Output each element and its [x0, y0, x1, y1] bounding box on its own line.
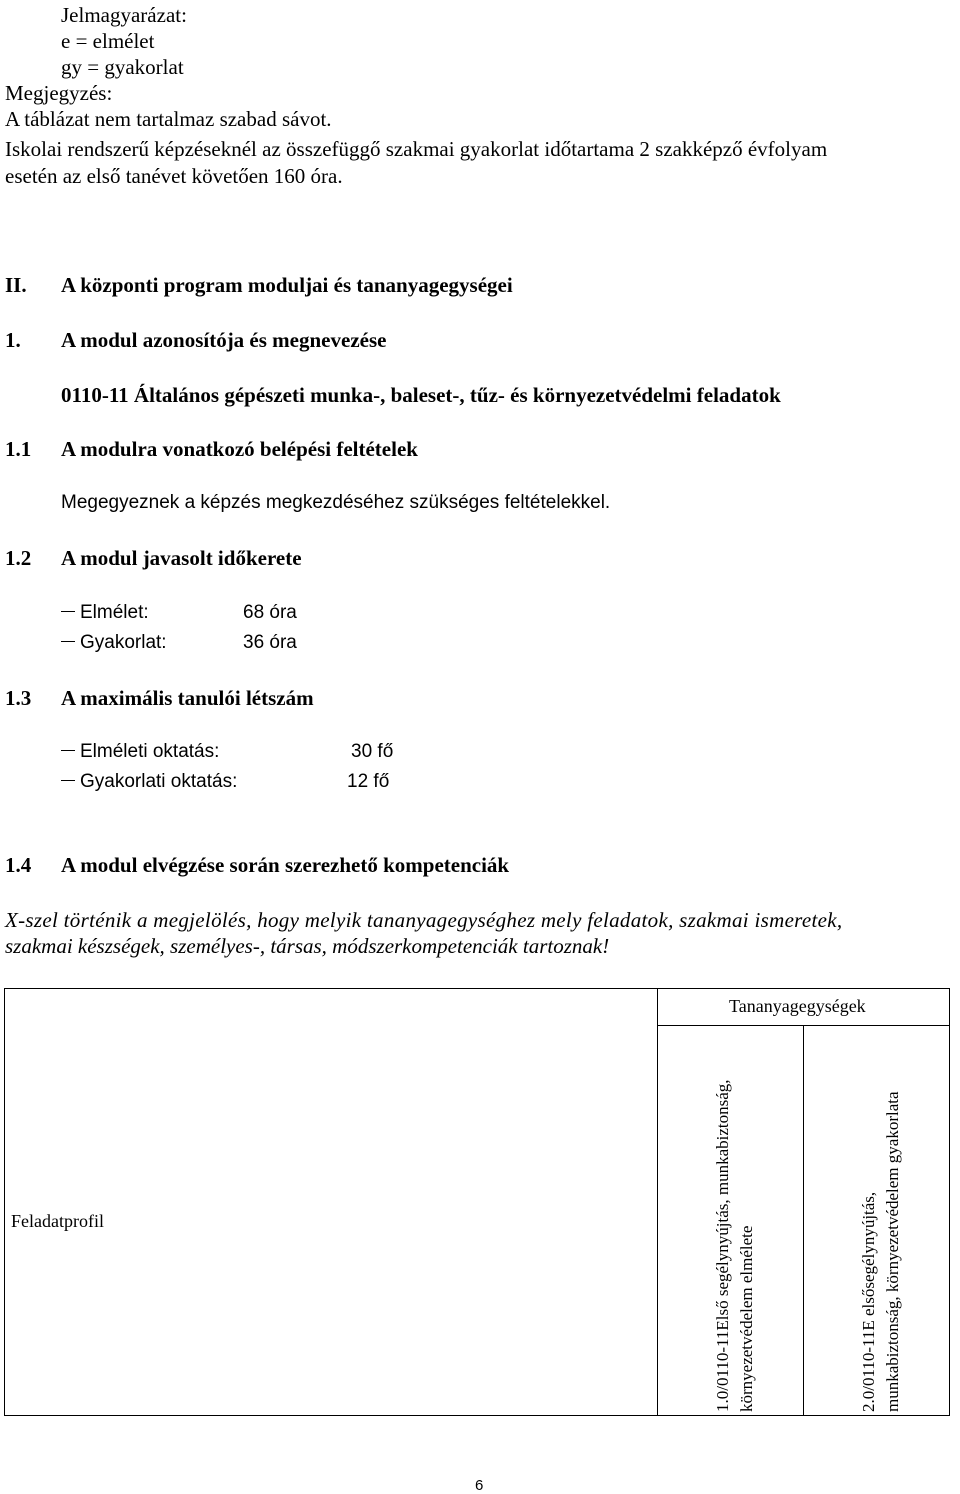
- table-column-1-line-2: környezetvédelem elmélete: [737, 1225, 756, 1412]
- heading-1-4-number: 1.4: [5, 853, 32, 877]
- competency-table: [4, 988, 950, 1416]
- heading-1-3-title: A maximális tanulói létszám: [61, 686, 314, 710]
- time-practice-value: 36 óra: [243, 632, 297, 653]
- table-column-1-line-1: 1.0/0110-11Első segélynyújtás, munkabiztonság,: [713, 1079, 732, 1412]
- legend-gy: gy = gyakorlat: [61, 55, 184, 79]
- table-column-1-header: [711, 1079, 759, 1412]
- instruction-line-2: szakmai készségek, személyes-, társas, módszerkompetenciák tartoznak!: [5, 934, 610, 958]
- heading-1-2-title: A modul javasolt időkerete: [61, 546, 302, 570]
- module-name: 0110-11 Általános gépészeti munka-, baleset-, tűz- és környezetvédelmi feladatok: [61, 383, 781, 407]
- students-practice-item: [61, 771, 237, 793]
- note-line-2: Iskolai rendszerű képzéseknél az összefüggő szakmai gyakorlat időtartama 2 szakképző évfolyam: [5, 137, 828, 161]
- table-header: Tananyagegységek: [729, 996, 866, 1016]
- table-divider: [803, 1025, 804, 1415]
- dash-icon: [61, 750, 75, 751]
- table-column-2-line-1: 2.0/0110-11E elsősegélynyújtás,: [859, 1191, 878, 1412]
- table-row-label: Feladatprofil: [11, 1211, 104, 1231]
- time-practice-item: [61, 632, 167, 654]
- table-column-2-header: [857, 1091, 905, 1412]
- heading-1-1-number: 1.1: [5, 437, 32, 461]
- table-column-2-line-2: munkabiztonság, környezetvédelem gyakorlata: [883, 1091, 902, 1412]
- heading-1-2-number: 1.2: [5, 546, 32, 570]
- page-number: 6: [475, 1477, 484, 1494]
- heading-1-number: 1.: [5, 328, 21, 352]
- time-theory-item: [61, 602, 149, 624]
- note-title: Megjegyzés:: [5, 81, 113, 105]
- heading-1-3-number: 1.3: [5, 686, 32, 710]
- section-title: A központi program moduljai és tananyagegységei: [61, 273, 513, 297]
- students-practice-value: 12 fő: [347, 771, 390, 792]
- students-theory-label: Elméleti oktatás:: [80, 741, 220, 762]
- heading-1-1-title: A modulra vonatkozó belépési feltételek: [61, 437, 418, 461]
- time-theory-label: Elmélet:: [80, 602, 149, 623]
- students-theory-value: 30 fő: [351, 741, 394, 762]
- heading-1-title: A modul azonosítója és megnevezése: [61, 328, 387, 352]
- students-practice-label: Gyakorlati oktatás:: [80, 771, 238, 792]
- dash-icon: [61, 780, 75, 781]
- dash-icon: [61, 611, 75, 612]
- students-theory-item: [61, 741, 219, 763]
- note-line-3: esetén az első tanévet követően 160 óra.: [5, 164, 343, 188]
- legend-title: Jelmagyarázat:: [61, 3, 187, 27]
- table-divider: [657, 989, 658, 1415]
- note-line-1: A táblázat nem tartalmaz szabad sávot.: [5, 107, 332, 131]
- time-theory-value: 68 óra: [243, 602, 297, 623]
- legend-e: e = elmélet: [61, 29, 155, 53]
- heading-1-4-title: A modul elvégzése során szerezhető kompetenciák: [61, 853, 510, 877]
- time-practice-label: Gyakorlat:: [80, 632, 167, 653]
- entry-conditions-text: Megegyeznek a képzés megkezdéséhez szükséges feltételekkel.: [61, 492, 611, 513]
- section-number: II.: [5, 273, 27, 297]
- instruction-line-1: X-szel történik a megjelölés, hogy melyik tananyagegységhez mely feladatok, szakmai ismeretek,: [5, 908, 843, 932]
- dash-icon: [61, 641, 75, 642]
